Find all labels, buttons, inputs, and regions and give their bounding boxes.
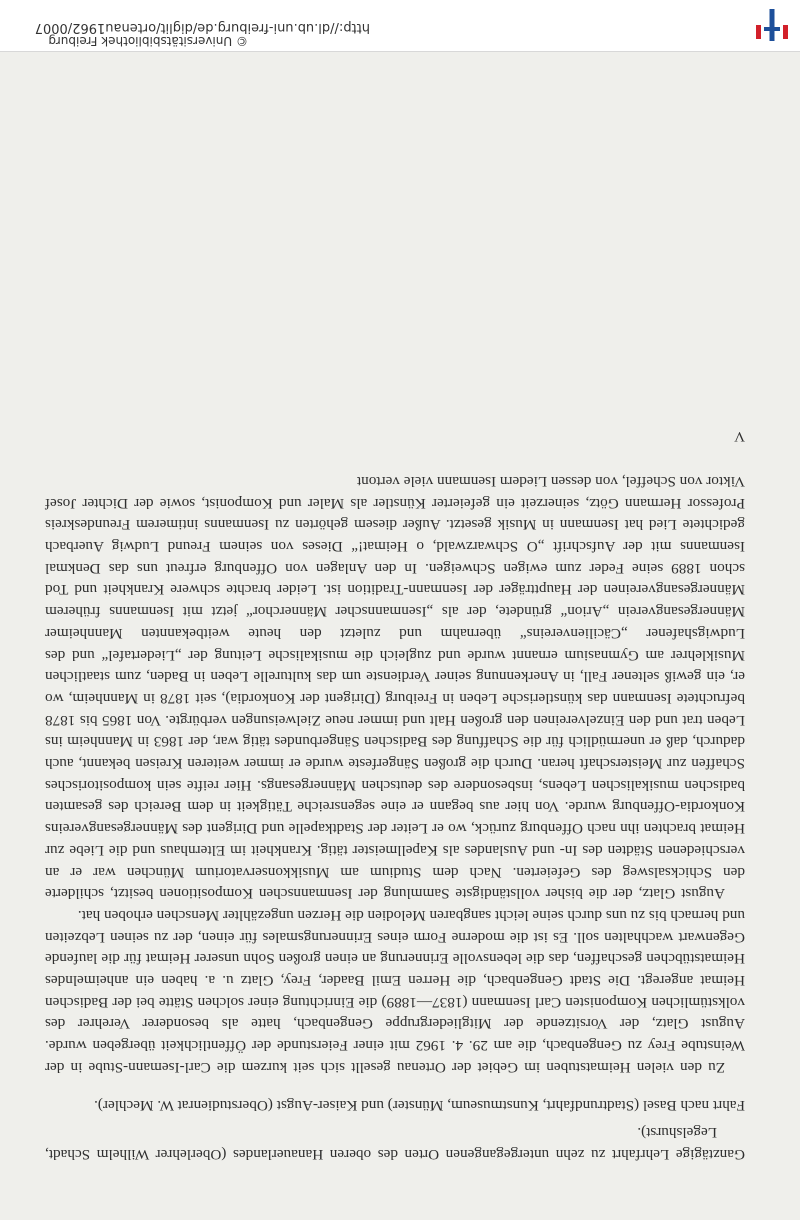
page-content	[45, 425, 745, 1166]
page-number: V	[734, 428, 745, 445]
list-item: Fahrt nach Basel (Stadtrundfahrt, Kunstmuseum, Münster) und Kaiser-Augst (Oberstudienrat W. Mechler).	[94, 1096, 745, 1114]
viewer-footer	[0, 0, 800, 52]
list-item: Ganztägige Lehrfahrt zu zehn untergegangenen Orten des oberen Hanauerlandes (Oberlehrer Wilhelm Schadt, Legelshurst).	[45, 1124, 745, 1163]
page-url-link[interactable]: http://dl.ub.uni-freiburg.de/diglit/ortenau1962/0007	[34, 20, 370, 35]
paragraph: August Glatz, der die bisher vollständigste Sammlung der Isenmannschen Kompositionen besitzt, schilderte den Schicksalsweg des Gefeierten. Nach dem Studium am Musikkonservatorium München war er an verschiedenen Städten des In- und Auslandes als Kapellmeister tätig. Krankheit im Elternhaus und die Liebe zur Heimat brachten ihn nach Offenburg zurück, wo er Leiter der Stadtkapelle und Dirigent des Männergesangvereins Konkordia-Offenburg wurde. Von hier aus begann er eine segensreiche Tätigkeit in dem Bereich des gesamten badischen musikalischen Lebens, insbesondere des deutschen Männergesangs. Hier reifte sein kompositorisches Schaffen zur Meisterschaft heran. Durch die großen Sängerfeste wurde er immer weiteren Kreisen bekannt, auch dadurch, daß er unermüdlich für die Schaffung des Badischen Sängerbundes tätig war, der 1863 in Mannheim ins Leben trat und den Einzelvereinen den großen Halt und immer neue Zielweisungen verbürgte. Von 1865 bis 1878 befruchtete Isenmann das künstlerische Leben in Freiburg (Dirigent der Konkordia), seit 1878 in Mannheim, wo er, ein gewiß seltener Fall, in Anerkennung seiner Verdienste um das kulturelle Leben in Baden, zum staatlichen Musiklehrer am Gymnasium ernannt wurde und zugleich die musikalische Leitung der „Liedertafel“ und des Ludwigshafener „Cäcilienvereins“ übernahm und zuletzt den heute weitbekannten Mannheimer Männergesangverein „Arion“ gründete, der als „Isenmannscher Männerchor“ jetzt mit Isenmanns früherem Männergesangvereinen der Hauptträger der Isenmann-Tradition ist. Leider brachte schwere Krankheit und Tod schon 1889 seine Feder zum ewigen Schweigen. In den Anlagen von Offenburg erfreut uns das Denkmal Isenmanns mit der Aufschrift „O Schwarzwald, o Heimat!“ Dieses von seinem Freund Ludwig Auerbach gedichtete Lied hat Isenmann in Musik gesetzt. Außer diesem gehörten zu Isenmanns intimerem Freundeskreis Professor Hermann Götz, seinerzeit ein gefeierter Künstler als Maler und Komponist, sowie der Dichter Josef Viktor von Scheffel, von dessen Liedern Isenmann viele vertont	[45, 472, 745, 903]
paragraph: Zu den vielen Heimatstuben im Gebiet der Ortenau gesellt sich seit kurzem die Carl-Isemann-Stube in der Weinstube Frey zu Gengenbach, die am 29. 4. 1962 mit einer Feierstunde der Öffentlichkeit übergeben wurde. August Glatz, der Vorsitzende der Mitgliedergruppe Gengenbach, hatte als besonderer Verehrer des volkstümlichen Komponisten Carl Isenmann (1837—1889) die Einrichtung einer solchen Stätte bei der Badischen Heimat angeregt. Die Stadt Gengenbach, die Herren Emil Baader, Frey, Glatz u. a. haben ein anheimelndes Heimatstübchen geschaffen, das die lebensvolle Erinnerung an einen großen Sohn unserer Heimat für die laufende Gegenwart wachhalten soll. Es ist die moderne Form eines Erinnerungsmales für einen, der zu seinen Lebzeiten und hernach bis zu uns durch seine leicht sangbaren Melodien die Herzen ungezählter Menschen erhoben hat.	[45, 906, 745, 1076]
copyright-notice: © Universitätsbibliothek Freiburg	[48, 34, 248, 48]
university-logo-icon	[752, 5, 792, 45]
